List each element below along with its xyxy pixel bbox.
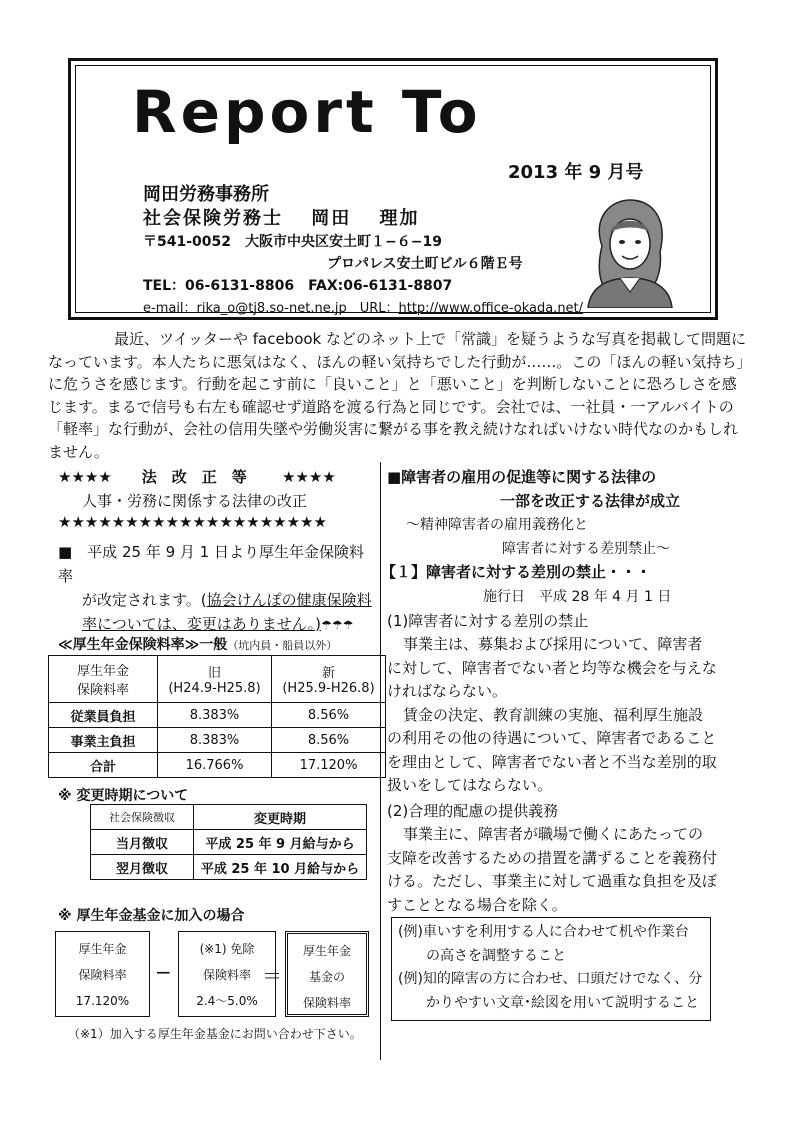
pension-rate-table: [48, 655, 386, 778]
subsection-2-body: 事業主に、障害者が職場で働くにあたっての支障を改善するための措置を講ずることを義務付ける。ただし、事業主に対して過重な負担を及ぼすこととなる場合を除く。: [387, 825, 718, 914]
pension-rate-notice: ■ 平成 25 年 9 月 1 日より厚生年金保険料率 が改定されます。(協会けんぽの健康保険料 率については、変更はありません。)☂☂☂: [58, 543, 372, 633]
subsection-1-title: (1)障害者に対する差別の禁止: [387, 612, 589, 630]
author-role: 社会保険労務士 岡田 理加: [143, 208, 420, 229]
disability-law-heading: ■障害者の雇用の促進等に関する法律の: [387, 468, 657, 486]
equals-sign: ＝: [262, 964, 282, 988]
change-timing-table: [90, 804, 367, 880]
disability-law-heading-cont: 一部を改正する法律が成立: [500, 492, 681, 510]
website-link[interactable]: http://www.office-okada.net/: [398, 301, 584, 316]
examples-box: (例)車いすを利用する人に合わせて机や作業台 の高さを調整すること (例)知的障害の方に合わせ、口頭だけでなく、分 かりやすい文章･絵図を用いて説明すること: [391, 917, 711, 1021]
fund-footnote: （※1）加入する厚生年金基金にお問い合わせ下さい。: [68, 1027, 362, 1041]
email-url-line: [143, 297, 583, 316]
table-row: 従業員負担 8.383% 8.56%: [49, 703, 386, 728]
table-row: 厚生年金 保険料率 旧 (H24.9-H25.8) 新 (H25.9-H26.8): [49, 656, 386, 703]
disability-law-subtitle-cont: 障害者に対する差別禁止〜: [502, 541, 670, 557]
issue-date: 2013 年 9 月号: [508, 162, 644, 183]
subsection-1-body: 事業主は、募集および採用について、障害者に対して、障害者でない者と均等な機会を与えなければならない。 賃金の決定、教育訓練の実施、福利厚生施設の利用その他の待遇について、障害者であることを理由として、障害者でない者と不当な差別的取扱いをしてはならない。: [387, 635, 717, 794]
table-row: 当月徴収 平成 25 年 9 月給与から: [91, 830, 367, 855]
email-text: e-mail：rika_o@tj8.so-net.ne.jp URL：: [143, 301, 399, 316]
change-timing-title: ※ 変更時期について: [58, 788, 189, 804]
tel-fax: TEL：06-6131-8806 FAX:06-6131-8807: [143, 278, 453, 294]
address-line-1: 〒541-0052 大阪市中央区安土町１−６−19: [143, 234, 442, 250]
address-line-2: プロパレス安土町ビル６階Ｅ号: [327, 256, 523, 272]
table-row: 合計 16.766% 17.120%: [49, 753, 386, 778]
law-change-banner: ★★★★ 法 改 正 等 ★★★★: [58, 468, 336, 486]
fund-rate-box: 厚生年金 基金の 保険料率: [285, 931, 369, 1017]
author-portrait-illustration: [582, 196, 674, 308]
pension-fund-title: ※ 厚生年金基金に加入の場合: [58, 908, 245, 924]
rate-table-title: ≪厚生年金保険料率≫一般（坑内員・船員以外）: [58, 637, 338, 653]
office-name: 岡田労務事務所: [143, 184, 269, 205]
star-divider: ★★★★★★★★★★★★★★★★★★★★: [58, 513, 327, 531]
pension-rate-box: 厚生年金 保険料率 17.120%: [55, 931, 150, 1017]
table-row: 社会保険徴収 変更時期: [91, 805, 367, 830]
table-row: 翌月徴収 平成 25 年 10 月給与から: [91, 855, 367, 880]
subsection-2-title: (2)合理的配慮の提供義務: [387, 802, 559, 820]
exempt-rate-box: (※1) 免除 保険料率 2.4〜5.0%: [178, 931, 276, 1017]
disability-law-subtitle: 〜精神障害者の雇用義務化と: [406, 517, 588, 533]
section-1-heading: 【１】障害者に対する差別の禁止・・・: [381, 563, 652, 581]
minus-sign: −: [155, 960, 172, 984]
newsletter-title: Report To: [132, 78, 482, 146]
umbrella-icon: ☂☂☂: [320, 618, 354, 632]
intro-paragraph: 最近、ツイッターや facebook などのネット上で「常識」を疑うような写真を掲載して問題になっています。本人たちに悪気はなく、ほんの軽い気持ちでした行動が……。この「ほんの軽い気持ち」に危うさを感じます。行動を起こす前に「良いこと」と「悪いこと」を判断しないことに恐ろしさを感じます。まるで信号も右左も確認せず道路を渡る行為と同じです。会社では、一社員・一アルバイトの「軽率」な行動が、会社の信用失墜や労働災害に繋がる事を教え続けなればいけない時代なのかもしれません。: [48, 330, 747, 461]
effective-date: 施行日 平成 28 年 4 月 1 日: [483, 589, 672, 605]
law-change-subtitle: 人事・労務に関係する法律の改正: [82, 492, 308, 510]
table-row: 事業主負担 8.383% 8.56%: [49, 728, 386, 753]
